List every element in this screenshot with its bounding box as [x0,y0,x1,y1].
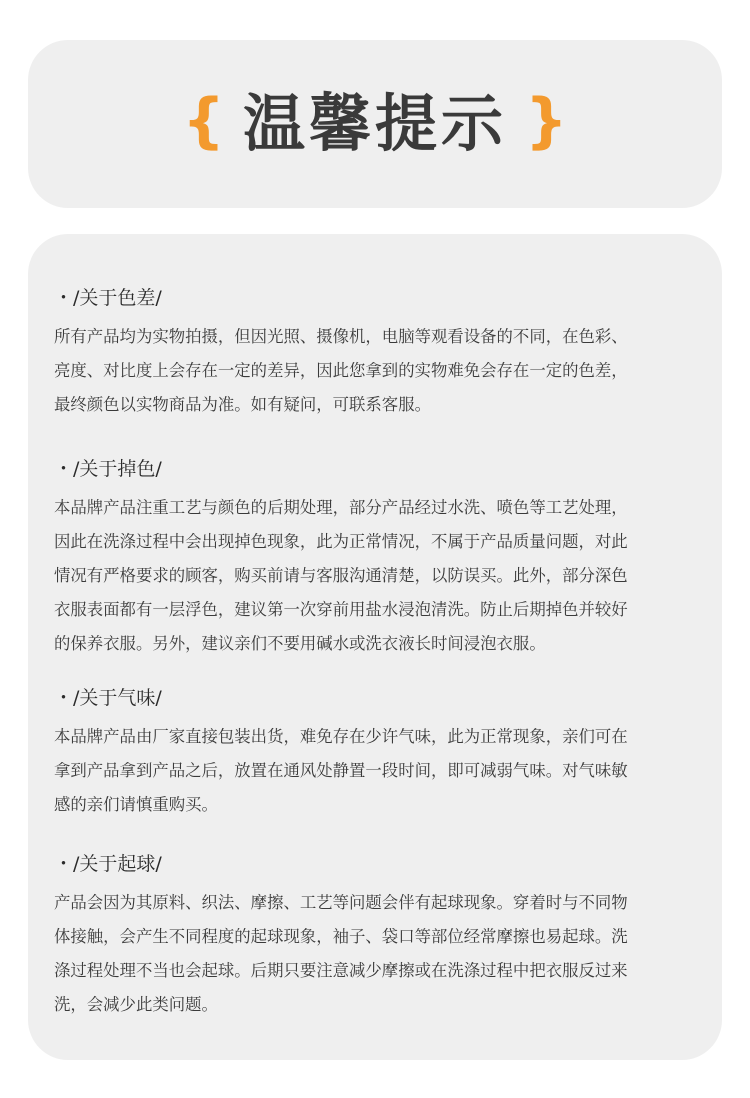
body-line: 亮度、对比度上会存在一定的差异，因此您拿到的实物难免会存在一定的色差， [54,361,628,380]
body-line: 所有产品均为实物拍摄，但因光照、摄像机，电脑等观看设备的不同，在色彩、 [54,327,628,346]
section-title: ・/关于起球/ [54,853,162,875]
body-line: 因此在洗涤过程中会出现掉色现象，此为正常情况，不属于产品质量问题，对此 [54,532,628,551]
body-line: 衣服表面都有一层浮色，建议第一次穿前用盐水浸泡清洗。防止后期掉色并较好 [54,600,628,619]
section-color-fading [54,457,708,661]
section-body [54,320,708,422]
section-title: ・/关于气味/ [54,687,162,709]
right-brace: } [525,86,568,156]
section-title: ・/关于掉色/ [54,458,162,480]
body-line: 最终颜色以实物商品为准。如有疑问，可联系客服。 [54,395,431,414]
section-title: ・/关于色差/ [54,287,162,309]
section-color-difference [54,286,708,422]
body-line: 本品牌产品由厂家直接包装出货，难免存在少许气味，此为正常现象，亲们可在 [54,727,628,746]
section-pilling [54,852,708,1022]
notice-content-card [28,234,722,1060]
body-line: 的保养衣服。另外，建议亲们不要用碱水或洗衣液长时间浸泡衣服。 [54,634,546,653]
body-line: 涤过程处理不当也会起球。后期只要注意减少摩擦或在洗涤过程中把衣服反过来 [54,961,628,980]
left-brace: { [182,86,225,156]
body-line: 体接触，会产生不同程度的起球现象，袖子、袋口等部位经常摩擦也易起球。洗 [54,927,628,946]
body-line: 产品会因为其原料、织法、摩擦、工艺等问题会伴有起球现象。穿着时与不同物 [54,893,628,912]
body-line: 感的亲们请慎重购买。 [54,795,218,814]
header-banner [28,40,722,208]
body-line: 拿到产品拿到产品之后，放置在通风处静置一段时间，即可减弱气味。对气味敏 [54,761,628,780]
section-body [54,886,708,1022]
body-line: 洗，会减少此类问题。 [54,995,218,1014]
section-odor [54,686,708,822]
body-line: 情况有严格要求的顾客，购买前请与客服沟通清楚，以防误买。此外，部分深色 [54,566,628,585]
body-line: 本品牌产品注重工艺与颜色的后期处理，部分产品经过水洗、喷色等工艺处理， [54,498,628,517]
section-body [54,720,708,822]
section-body [54,491,708,661]
page-title: 温馨提示 [242,87,507,160]
